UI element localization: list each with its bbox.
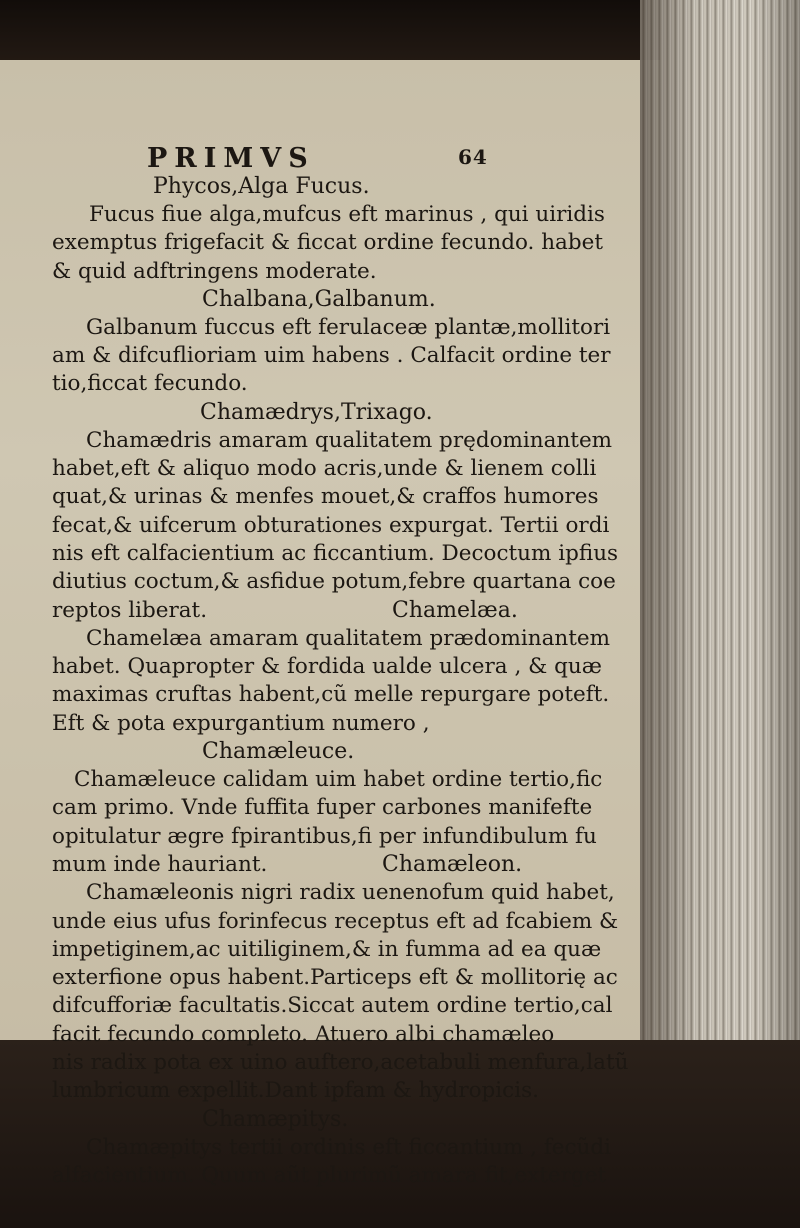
text-line: exterfione opus habent.Particeps eft & mollitorię ac [52,965,618,991]
text-line: Eft & pota expurgantium numero , [52,710,430,736]
text-line: Chamæleuce calidam uim habet ordine tertio,fic [74,767,603,793]
text-line: opitulatur ægre fpirantibus,fi per infundibulum fu [52,823,597,849]
page-text [52,143,632,1190]
text-line: exemptus frigefacit & ficcat ordine fecundo. habet [52,230,604,256]
running-head-title: PRIMVS [147,143,315,174]
entry-heading: Phycos,Alga Fucus. [153,174,370,199]
entry-heading: Chamæleon. [382,852,523,878]
entry-heading: Chamelæa. [392,597,518,623]
text-line: Chamædris amaram qualitatem prędominantem [86,427,613,453]
text-line: Chamelæa amaram qualitatem prædominantem [86,625,611,651]
entry-heading: Chamæleuce. [202,739,355,765]
running-head [52,143,632,173]
text-line: am & difcuflioriam uim habens . Calfacit ordine ter [52,343,611,369]
text-line: fecat,& uifcerum obturationes expurgat. Tertii ordi [52,512,610,538]
text-line: habet,eft & aliquo modo acris,unde & lienem colli [52,456,597,482]
text-line: quat,& urinas & menfes mouet,& craffos humores [52,484,599,510]
entry-phycos [52,173,632,286]
entry-chalbana [52,286,632,399]
text-line: habet. Quapropter & fordida ualde ulcera , & quæ [52,654,602,680]
text-line: diutius coctum,& asfidue potum,febre quartana coe [52,569,616,595]
entry-heading: Chamædrys,Trixago. [200,399,433,425]
text-line: reptos liberat. [52,597,208,623]
entry-chamaepitys [52,1106,632,1191]
text-line: nis eft calfacientium ac ficcantium. Decoctum ipfius [52,540,619,566]
text-line: mum inde hauriant. [52,851,268,877]
entry-chamaedrys [52,399,632,625]
text-line: & quid adftringens moderate. [52,258,377,284]
text-line: unde eius ufus forinfecus receptus eft ad fcabiem & [52,908,619,934]
text-line: lumbricum expellit.Dant ipfam & hydropicis. [52,1078,539,1104]
text-line: cam primo. Vnde fuffita fuper carbones manifefte [52,795,593,821]
text-line: facit fecundo completo. Atuero albi chamæleo [52,1021,555,1047]
text-line: maximas cruftas habent,cũ melle repurgare poteft. [52,682,610,708]
text-line: Fucus fiue alga,mufcus eft marinus , qui uiridis [89,202,605,227]
entry-heading: Chamæpitys. [202,1106,349,1132]
page-edges-shadow [640,0,800,1070]
text-line: impetiginem,ac uitiliginem,& in fumma ad ea quæ [52,936,602,962]
text-line: Chamæpitys tertii ordinis eft ficcantium , fecũdi [86,1134,612,1160]
text-line: Galbanum fuccus eft ferulaceæ plantæ,mollitori [86,314,611,340]
text-line: Chamæleonis nigri radix uenenofum quid habet, [86,880,615,906]
text-line: difcufforiæ facultatis.Siccat autem ordine tertio,cal [52,993,613,1019]
text-line: nis radix pota ex uino auftero,acetabuli menfura,latũ [52,1050,629,1076]
text-line: tio,ficcat fecundo. [52,371,248,397]
entry-chamaeleon [52,851,632,1105]
page-number: 64 [458,145,488,169]
entry-heading: Chalbana,Galbanum. [202,286,436,312]
text-line: alfacientium. Quum aũt plurimũ amara fit,exterget [52,1162,607,1188]
